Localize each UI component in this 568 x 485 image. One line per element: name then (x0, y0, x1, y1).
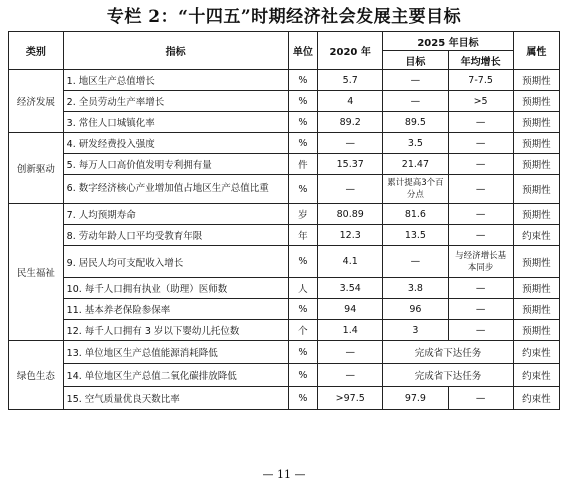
table-row (9, 341, 560, 364)
header-category: 类别 (9, 32, 64, 70)
target-cell: — (383, 70, 448, 91)
indicator-cell: 9. 居民人均可支配收入增长 (63, 246, 288, 278)
target-span-cell: 完成省下达任务 (383, 341, 513, 364)
unit-cell: 件 (288, 154, 317, 175)
growth-cell: — (448, 299, 513, 320)
unit-cell: % (288, 341, 317, 364)
table-row (9, 320, 560, 341)
table-row (9, 278, 560, 299)
value-2020-cell: 5.7 (318, 70, 383, 91)
unit-cell: 个 (288, 320, 317, 341)
unit-cell: % (288, 299, 317, 320)
growth-cell: — (448, 175, 513, 204)
growth-cell: — (448, 133, 513, 154)
table-row (9, 112, 560, 133)
attribute-cell: 约束性 (513, 364, 559, 387)
value-2020-cell: 89.2 (318, 112, 383, 133)
target-cell: — (383, 246, 448, 278)
attribute-cell: 预期性 (513, 278, 559, 299)
value-2020-cell: — (318, 133, 383, 154)
header-row-1 (9, 32, 560, 51)
growth-cell: — (448, 154, 513, 175)
indicator-cell: 2. 全员劳动生产率增长 (63, 91, 288, 112)
table-row (9, 175, 560, 204)
indicator-cell: 5. 每万人口高价值发明专利拥有量 (63, 154, 288, 175)
growth-cell: — (448, 204, 513, 225)
target-cell: 96 (383, 299, 448, 320)
attribute-cell: 约束性 (513, 387, 559, 410)
target-cell: 13.5 (383, 225, 448, 246)
table-row (9, 364, 560, 387)
attribute-cell: 预期性 (513, 91, 559, 112)
target-cell: 累计提高3个百分点 (383, 175, 448, 204)
attribute-cell: 预期性 (513, 246, 559, 278)
table-row (9, 299, 560, 320)
attribute-cell: 预期性 (513, 133, 559, 154)
unit-cell: % (288, 91, 317, 112)
unit-cell: % (288, 133, 317, 154)
header-indicator: 指标 (63, 32, 288, 70)
table-row (9, 154, 560, 175)
target-cell: 81.6 (383, 204, 448, 225)
value-2020-cell: >97.5 (318, 387, 383, 410)
target-cell: 97.9 (383, 387, 448, 410)
target-cell: 3.8 (383, 278, 448, 299)
attribute-cell: 预期性 (513, 175, 559, 204)
value-2020-cell: 94 (318, 299, 383, 320)
attribute-cell: 预期性 (513, 112, 559, 133)
indicator-cell: 7. 人均预期寿命 (63, 204, 288, 225)
page-number: — 11 — (262, 468, 306, 481)
growth-cell: — (448, 387, 513, 410)
growth-cell: >5 (448, 91, 513, 112)
value-2020-cell: — (318, 364, 383, 387)
growth-cell: 7-7.5 (448, 70, 513, 91)
header-annual-growth: 年均增长 (448, 51, 513, 70)
indicator-cell: 1. 地区生产总值增长 (63, 70, 288, 91)
unit-cell: 人 (288, 278, 317, 299)
table-row (9, 70, 560, 91)
indicator-cell: 11. 基本养老保险参保率 (63, 299, 288, 320)
attribute-cell: 预期性 (513, 154, 559, 175)
unit-cell: 岁 (288, 204, 317, 225)
header-2020: 2020 年 (318, 32, 383, 70)
growth-cell: — (448, 225, 513, 246)
value-2020-cell: 3.54 (318, 278, 383, 299)
indicator-cell: 4. 研发经费投入强度 (63, 133, 288, 154)
category-cell: 绿色生态 (9, 341, 64, 410)
table-row (9, 91, 560, 112)
indicator-cell: 6. 数字经济核心产业增加值占地区生产总值比重 (63, 175, 288, 204)
targets-table (8, 31, 560, 410)
unit-cell: 年 (288, 225, 317, 246)
value-2020-cell: 80.89 (318, 204, 383, 225)
target-cell: 89.5 (383, 112, 448, 133)
attribute-cell: 预期性 (513, 204, 559, 225)
unit-cell: % (288, 112, 317, 133)
header-target: 目标 (383, 51, 448, 70)
value-2020-cell: — (318, 175, 383, 204)
unit-cell: % (288, 387, 317, 410)
table-row (9, 225, 560, 246)
header-2025-target: 2025 年目标 (383, 32, 513, 51)
table-row (9, 133, 560, 154)
indicator-cell: 15. 空气质量优良天数比率 (63, 387, 288, 410)
attribute-cell: 约束性 (513, 225, 559, 246)
growth-cell: 与经济增长基本同步 (448, 246, 513, 278)
table-row (9, 387, 560, 410)
indicator-cell: 12. 每千人口拥有 3 岁以下婴幼儿托位数 (63, 320, 288, 341)
indicator-cell: 10. 每千人口拥有执业（助理）医师数 (63, 278, 288, 299)
value-2020-cell: — (318, 341, 383, 364)
unit-cell: % (288, 70, 317, 91)
attribute-cell: 预期性 (513, 320, 559, 341)
value-2020-cell: 4 (318, 91, 383, 112)
target-span-cell: 完成省下达任务 (383, 364, 513, 387)
target-cell: 21.47 (383, 154, 448, 175)
category-cell: 经济发展 (9, 70, 64, 133)
value-2020-cell: 15.37 (318, 154, 383, 175)
category-cell: 民生福祉 (9, 204, 64, 341)
attribute-cell: 预期性 (513, 70, 559, 91)
unit-cell: % (288, 364, 317, 387)
value-2020-cell: 1.4 (318, 320, 383, 341)
attribute-cell: 约束性 (513, 341, 559, 364)
category-cell: 创新驱动 (9, 133, 64, 204)
target-cell: — (383, 91, 448, 112)
indicator-cell: 13. 单位地区生产总值能源消耗降低 (63, 341, 288, 364)
indicator-cell: 3. 常住人口城镇化率 (63, 112, 288, 133)
value-2020-cell: 12.3 (318, 225, 383, 246)
indicator-cell: 8. 劳动年龄人口平均受教育年限 (63, 225, 288, 246)
indicator-cell: 14. 单位地区生产总值二氧化碳排放降低 (63, 364, 288, 387)
header-attribute: 属性 (513, 32, 559, 70)
header-unit: 单位 (288, 32, 317, 70)
growth-cell: — (448, 278, 513, 299)
table-row (9, 246, 560, 278)
unit-cell: % (288, 175, 317, 204)
table-row (9, 204, 560, 225)
page-title: 专栏 2：“十四五”时期经济社会发展主要目标 (106, 7, 462, 27)
attribute-cell: 预期性 (513, 299, 559, 320)
unit-cell: % (288, 246, 317, 278)
value-2020-cell: 4.1 (318, 246, 383, 278)
growth-cell: — (448, 320, 513, 341)
target-cell: 3 (383, 320, 448, 341)
target-cell: 3.5 (383, 133, 448, 154)
growth-cell: — (448, 112, 513, 133)
